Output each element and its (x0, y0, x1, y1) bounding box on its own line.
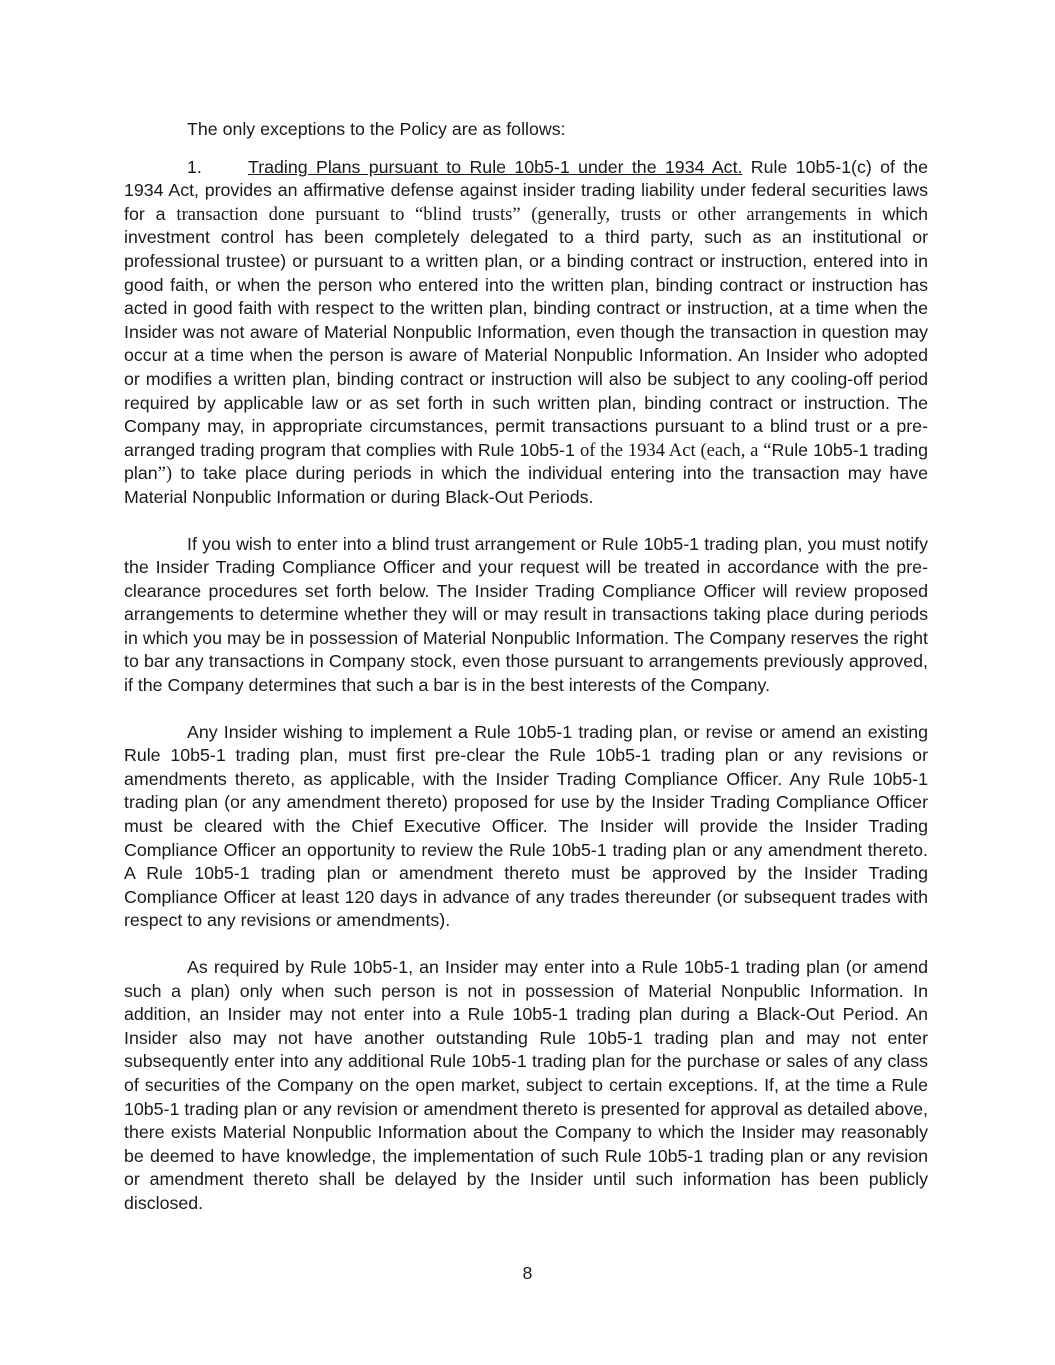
document-body (124, 118, 928, 1216)
item-text-serif-1: transaction done pursuant to “blind trusts” (generally, trusts or other arrangements in (176, 203, 872, 225)
page-number: 8 (522, 1263, 533, 1283)
item-text-serif-3: ”) (157, 463, 173, 485)
item-text-g: to take place during periods in which the individual entering into the transaction may have Material Nonpublic Information or during Black-Out Periods. (124, 463, 928, 507)
item-number: 1. (187, 156, 202, 177)
paragraph-pre-clearance: Any Insider wishing to implement a Rule 10b5-1 trading plan, or revise or amend an existing Rule 10b5-1 trading plan, must first pre-clear the Rule 10b5-1 trading plan or any revisions or amendments thereto, as applicable, with the Insider Trading Compliance Officer. Any Rule 10b5-1 trading plan (or any amendment thereto) proposed for use by the Insider Trading Compliance Officer must be cleared with the Chief Executive Officer. The Insider will provide the Insider Trading Compliance Officer an opportunity to review the Rule 10b5-1 trading plan or any amendment thereto. A Rule 10b5-1 trading plan or amendment thereto must be approved by the Insider Trading Compliance Officer at least 120 days in advance of any trades thereunder (or subsequent trades with respect to any revisions or amendments). (124, 721, 928, 931)
item-text-a: Rule 10b5-1(c) of the 1934 Act, provides an affirmative defense against insider trading liability under federal securities laws for a (124, 156, 928, 224)
item-heading: Trading Plans pursuant to Rule 10b5-1 under the 1934 Act. (248, 156, 743, 177)
paragraph-requirements: As required by Rule 10b5-1, an Insider may enter into a Rule 10b5-1 trading plan (or amend such a plan) only when such person is not in possession of Material Nonpublic Information. In addition, an Insider may not enter into a Rule 10b5-1 trading plan during a Black-Out Period. An Insider also may not have another outstanding Rule 10b5-1 trading plan and may not enter subsequently enter into any additional Rule 10b5-1 trading plan for the purchase or sales of any class of securities of the Company on the open market, subject to certain exceptions. If, at the time a Rule 10b5-1 trading plan or any revision or amendment thereto is presented for approval as detailed above, there exists Material Nonpublic Information about the Company to which the Insider may reasonably be deemed to have knowledge, the implementation of such Rule 10b5-1 trading plan or any revision or amendment thereto shall be delayed by the Insider until such information has been publicly disclosed. (124, 957, 928, 1213)
defined-term: Rule 10b5-1 trading plan (124, 439, 928, 484)
item-text-serif-2: of the 1934 Act (each, a “ (579, 439, 772, 461)
intro-paragraph: The only exceptions to the Policy are as follows: (187, 119, 566, 139)
exception-item-1 (124, 156, 928, 510)
paragraph-blind-trust: If you wish to enter into a blind trust arrangement or Rule 10b5-1 trading plan, you must notify the Insider Trading Compliance Officer and your request will be treated in accordance with the pre-clearance procedures set forth below. The Insider Trading Compliance Officer will review proposed arrangements to determine whether they will or may result in transactions taking place during periods in which you may be in possession of Material Nonpublic Information. The Company reserves the right to bar any transactions in Company stock, even those pursuant to arrangements previously approved, if the Company determines that such a bar is in the best interests of the Company. (124, 533, 928, 696)
item-text-c: which investment control has been completely delegated to a third party, such as an institutional or professional trustee) or pursuant to a written plan, or a binding contract or instruction, entered into in good faith, or when the person who entered into the written plan, binding contract or instruction has acted in good faith with respect to the written plan, binding contract or instruction, at a time when the Insider was not aware of Material Nonpublic Information, even though the transaction in question may occur at a time when the person is aware of Material Nonpublic Information. An Insider who adopted or modifies a written plan, binding contract or instruction will also be subject to any cooling-off period required by applicable law or as set forth in such written plan, binding contract or instruction. The Company may, in appropriate circumstances, permit transactions pursuant to a blind trust or a pre-arranged trading program that complies with Rule 10b5-1 (124, 203, 928, 460)
